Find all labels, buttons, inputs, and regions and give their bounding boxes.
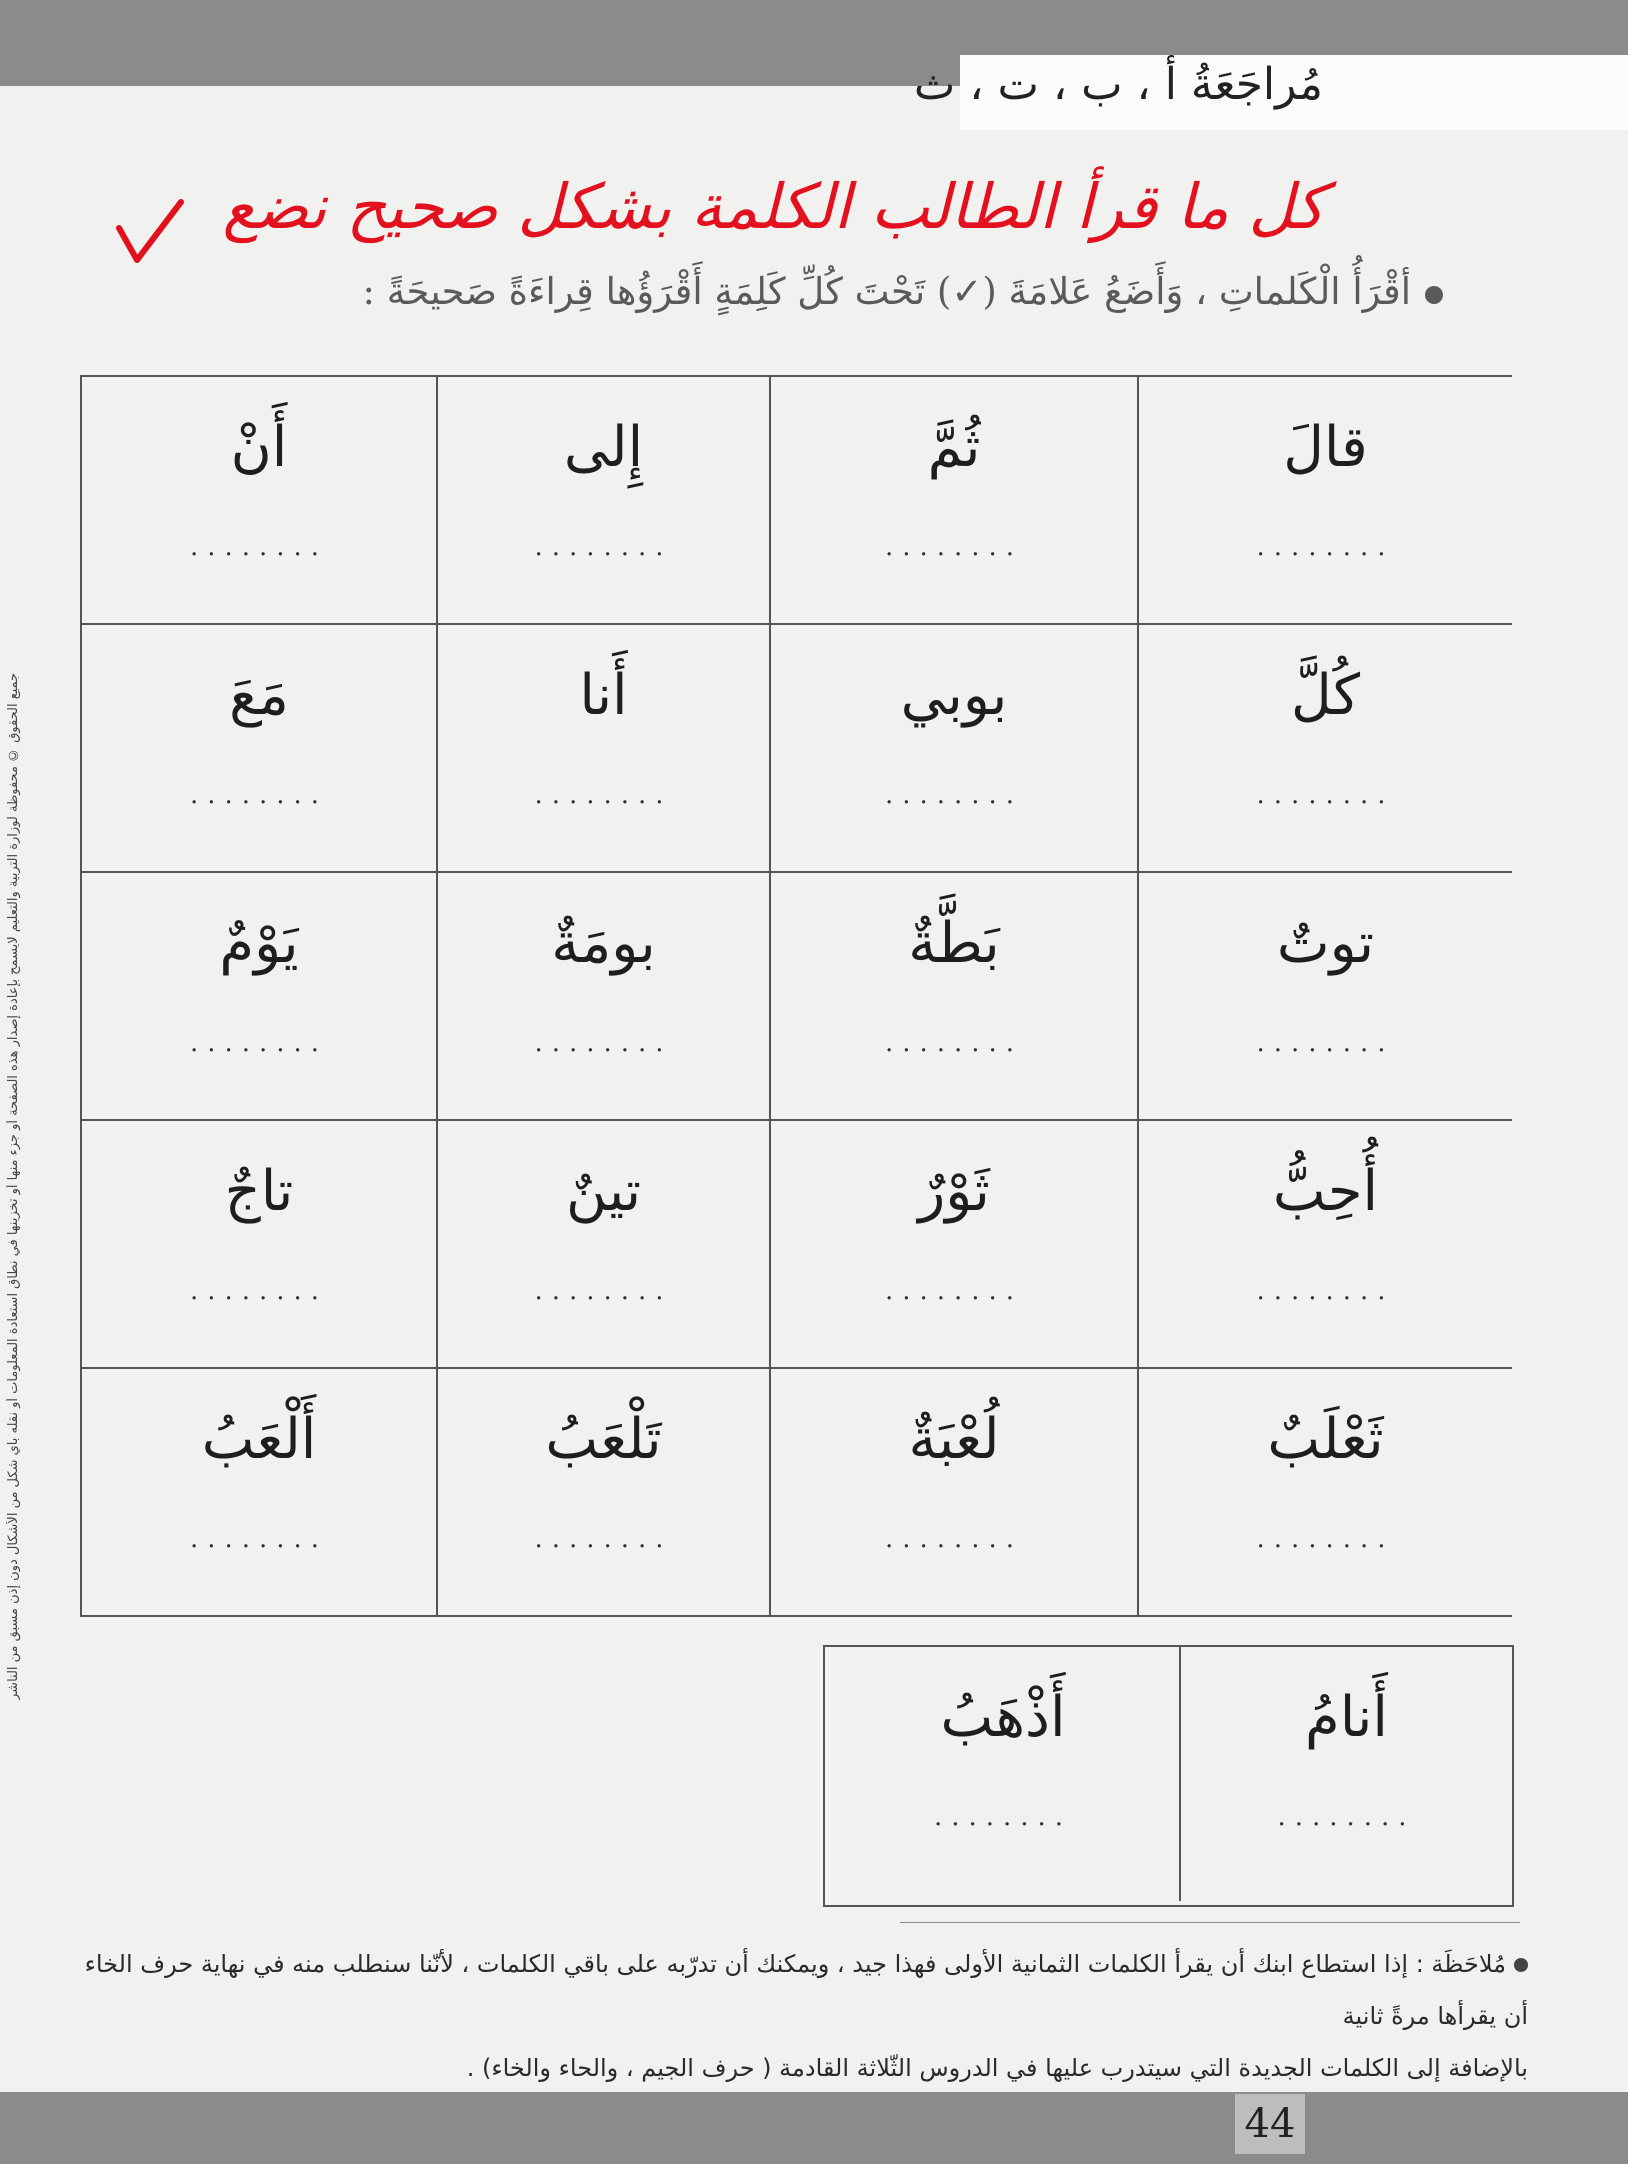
check-line[interactable]: ........ bbox=[534, 1028, 673, 1058]
word: توتٌ bbox=[1276, 911, 1375, 976]
word-cell bbox=[1139, 377, 1512, 625]
word-cell bbox=[438, 625, 771, 873]
word: بومَةٌ bbox=[551, 911, 656, 976]
word: بوبي bbox=[900, 663, 1008, 728]
check-line[interactable]: ........ bbox=[189, 532, 329, 562]
check-line[interactable]: ........ bbox=[1277, 1802, 1416, 1832]
word-cell bbox=[771, 625, 1139, 873]
word-cell bbox=[82, 1121, 438, 1369]
word: تينٌ bbox=[565, 1159, 642, 1224]
check-line[interactable]: ........ bbox=[884, 1524, 1024, 1554]
handwritten-text: كل ما قرأ الطالب الكلمة بشكل صحيح نضع bbox=[222, 170, 1325, 243]
word-cell bbox=[438, 1121, 771, 1369]
word-cell bbox=[771, 377, 1139, 625]
note-divider bbox=[900, 1922, 1520, 1923]
word: لُعْبَةٌ bbox=[908, 1407, 1000, 1472]
word: أَنا bbox=[579, 663, 628, 728]
check-line[interactable]: ........ bbox=[189, 1524, 329, 1554]
check-line[interactable]: ........ bbox=[884, 780, 1024, 810]
word: أَذْهَبُ bbox=[940, 1685, 1066, 1750]
note-line-1 bbox=[78, 1938, 1528, 2042]
word: ثَوْرٌ bbox=[918, 1159, 990, 1224]
check-line[interactable]: ........ bbox=[534, 1524, 673, 1554]
word: كُلَّ bbox=[1290, 663, 1361, 728]
page-title: مُراجَعَةُ أ ، ب ، ت ، ث bbox=[913, 59, 1323, 110]
word: أُحِبُّ bbox=[1272, 1159, 1379, 1224]
check-line[interactable]: ........ bbox=[884, 532, 1024, 562]
check-line[interactable]: ........ bbox=[1256, 532, 1395, 562]
word-cell bbox=[827, 1647, 1179, 1901]
note-text-2: بالإضافة إلى الكلمات الجديدة التي سيتدرب عليها في الدروس الثّلاثة القادمة ( حرف الجيم ، والحاء والخاء) . bbox=[466, 2054, 1528, 2082]
check-line[interactable]: ........ bbox=[1256, 1276, 1395, 1306]
word: ثُمَّ bbox=[927, 415, 981, 480]
parent-note bbox=[78, 1938, 1528, 2094]
check-line[interactable]: ........ bbox=[1256, 1524, 1395, 1554]
check-line[interactable]: ........ bbox=[1256, 780, 1395, 810]
word-grid-last-row bbox=[823, 1645, 1514, 1907]
check-line[interactable]: ........ bbox=[534, 780, 673, 810]
note-label: مُلاحَظَة : bbox=[1415, 1950, 1506, 1978]
bottom-bar bbox=[0, 2092, 1628, 2164]
word-cell bbox=[82, 625, 438, 873]
copyright-side-text: جميع الحقوق © محفوظة لوزارة التربية والتعليم لايسمح بإعادة إصدار هذه الصفحة أو جزء منها أو تخزينها في نطاق استعادة المعلومات أو نقله بأي شكل من الأشكال دون إذن مسبق من الناشر bbox=[6, 672, 21, 1700]
word: إِلى bbox=[563, 415, 644, 480]
bullet-icon bbox=[1425, 286, 1443, 304]
word: بَطَّةٌ bbox=[908, 911, 1000, 976]
page-number: 44 bbox=[1235, 2094, 1305, 2154]
word-cell bbox=[771, 873, 1139, 1121]
word: ثَعْلَبٌ bbox=[1267, 1407, 1384, 1472]
check-line[interactable]: ........ bbox=[884, 1276, 1024, 1306]
word: أَنامُ bbox=[1305, 1685, 1388, 1750]
word-cell bbox=[82, 377, 438, 625]
word-cell bbox=[1179, 1647, 1512, 1901]
check-line[interactable]: ........ bbox=[189, 1276, 329, 1306]
word: أَنْ bbox=[230, 415, 288, 480]
word-cell bbox=[438, 873, 771, 1121]
word: أَلْعَبُ bbox=[201, 1407, 317, 1472]
word: قالَ bbox=[1283, 415, 1368, 480]
check-line[interactable]: ........ bbox=[534, 532, 673, 562]
word-cell bbox=[1139, 1369, 1512, 1617]
word-cell bbox=[771, 1369, 1139, 1617]
word-cell bbox=[771, 1121, 1139, 1369]
instruction bbox=[293, 268, 1443, 316]
header-tab bbox=[913, 55, 1628, 130]
instruction-text: أقْرَأُ الْكَلماتِ ، وَأَضَعُ عَلامَةَ (✓) تَحْتَ كُلِّ كَلِمَةٍ أَقْرَؤُها قِراءَةً صَحيحَةً : bbox=[362, 270, 1411, 313]
word-grid bbox=[80, 375, 1512, 1617]
word-cell bbox=[82, 1369, 438, 1617]
word-cell bbox=[82, 873, 438, 1121]
word-cell bbox=[1139, 873, 1512, 1121]
check-line[interactable]: ........ bbox=[534, 1276, 673, 1306]
check-line[interactable]: ........ bbox=[189, 1028, 329, 1058]
check-line[interactable]: ........ bbox=[189, 780, 329, 810]
word-cell bbox=[1139, 625, 1512, 873]
word-cell bbox=[438, 377, 771, 625]
check-line[interactable]: ........ bbox=[933, 1802, 1073, 1832]
bullet-icon bbox=[1514, 1958, 1528, 1972]
note-text-1: إذا استطاع ابنك أن يقرأ الكلمات الثمانية الأولى فهذا جيد ، ويمكنك أن تدرّبه على باقي الكلمات ، لأنّنا سنطلب منه في نهاية حرف الخاء أن يقرأها مرةً ثانية bbox=[84, 1950, 1528, 2030]
check-line[interactable]: ........ bbox=[884, 1028, 1024, 1058]
word: مَعَ bbox=[229, 663, 289, 728]
word-cell bbox=[438, 1369, 771, 1617]
check-line[interactable]: ........ bbox=[1256, 1028, 1395, 1058]
word: تَلْعَبُ bbox=[545, 1407, 662, 1472]
word: يَوْمٌ bbox=[219, 911, 299, 976]
word-cell bbox=[1139, 1121, 1512, 1369]
handwritten-check-icon bbox=[115, 198, 185, 268]
word: تاجٌ bbox=[224, 1159, 294, 1224]
